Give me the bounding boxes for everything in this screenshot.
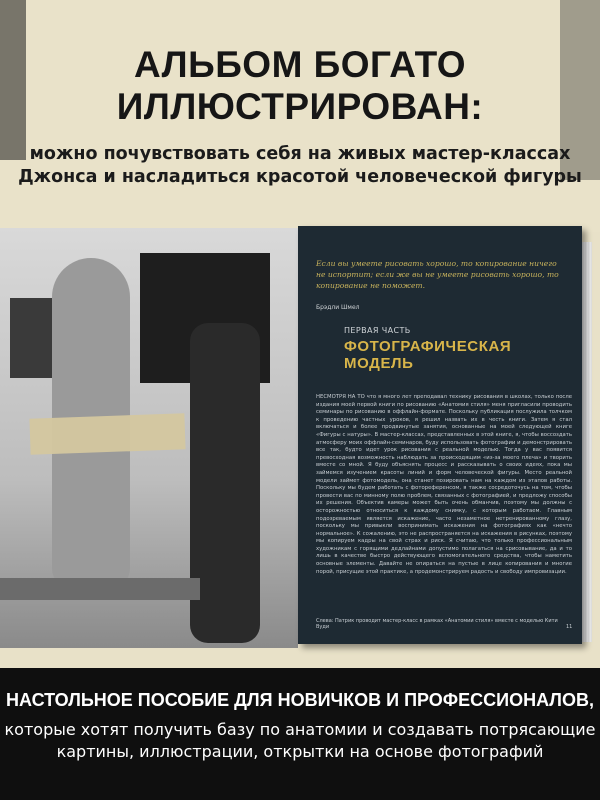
photo-caption: Слева: Патрик проводит мастер-класс в рамках «Анатомии стиля» вместе с моделью Кити Вуди (316, 618, 558, 630)
bench (0, 578, 200, 600)
left-page-photo (0, 228, 298, 648)
body-text: НЕСМОТРЯ НА ТО что я много лет преподавал технику рисования в школах, только после издания моей первой книги по рисованию «Анатомия стиля» меня пригласили проводить семинары по рисованию в оффлайн-формате. Поскольку публикация послужила толчком к проведению частных уроков, я решил назвать их в честь книги. Затем я стал включаться и более продвинутые занятия, основанные на моей следующей книге «Фигуры с натуры». В мастер-классах, представленных в этой книге, я, чтобы воссоздать атмосферу моих оффлайн-семинаров, буду использовать фотографии и демонстрировать все так, будто идет урок рисования с реальной моделью. Тогда у вас появится превосходная возможность наблюдать за происходящим «из-за моего плеча» и творить вместе со мной. Я буду объяснять процесс и рассказывать о своих идеях, пока мы займемся изучением красоты линий и форм человеческой фигуры. Место реальной модели займет фотомодель, она станет позировать нам на каждом из этапов работы. Поскольку мы будем работать с фотореференсом, я также сосредоточусь на том, чтобы провести вас по минному полю проблем, связанных с фотографией, и предложу способы их решения. Объектив камеры может быть очень обманчив, поэтому мы должны с осторожностью относиться к каждому снимку, с которым работаем. Главным подозреваемым является искажение, часто незаметное нетренированному глазу, поскольку мы привыкли воспринимать искажения на фотографиях как «нечто нормальное». К сожалению, это не распространяется на искажения в рисунках, поэтому мы копируем кадры на свой страх и риск. Я считаю, что только профессиональным художникам с горящими дедлайнами допустимо полагаться на срисовывание, да и то лишь в качестве быстро действующего вспомогательного средства, чтобы наметить основные элементы. Давайте не опираться на пустые в лице копирования и многие порой, присущие этой практике, а продемонстрируем радость и свободу импровизации. (316, 394, 572, 575)
headline-line-2: ИЛЛЮСТРИРОВАН: (116, 86, 484, 127)
censor-tape (29, 413, 185, 454)
banner-line-1: НАСТОЛЬНОЕ ПОСОБИЕ ДЛЯ НОВИЧКОВ И ПРОФЕССИОНАЛОВ, (6, 690, 594, 710)
bottom-banner (0, 668, 600, 800)
page-number: 11 (566, 624, 573, 630)
epigraph-quote: Если вы умеете рисовать хорошо, то копирование ничего не испортит; если же вы не умеете рисовать хорошо, то копирование не поможет. (316, 259, 559, 290)
book-spread (0, 218, 600, 658)
subheadline-line-1: можно почувствовать себя на живых мастер-классах (29, 144, 571, 164)
banner-line-2: которые хотят получить базу по анатомии и создавать потрясающие (4, 720, 596, 739)
epigraph-author: Брэдли Шмел (316, 304, 360, 311)
part-label: ПЕРВАЯ ЧАСТЬ (344, 326, 411, 335)
right-page (298, 226, 582, 644)
headline-line-1: АЛЬБОМ БОГАТО (133, 44, 467, 85)
chapter-title: ФОТОГРАФИЧЕСКАЯ МОДЕЛЬ (344, 338, 512, 372)
artist-figure (190, 323, 260, 643)
subheadline-line-2: Джонса и насладиться красотой человеческой фигуры (18, 167, 582, 187)
top-section (0, 0, 600, 232)
banner-line-3: картины, иллюстрации, открытки на основе фотографий (56, 742, 544, 761)
